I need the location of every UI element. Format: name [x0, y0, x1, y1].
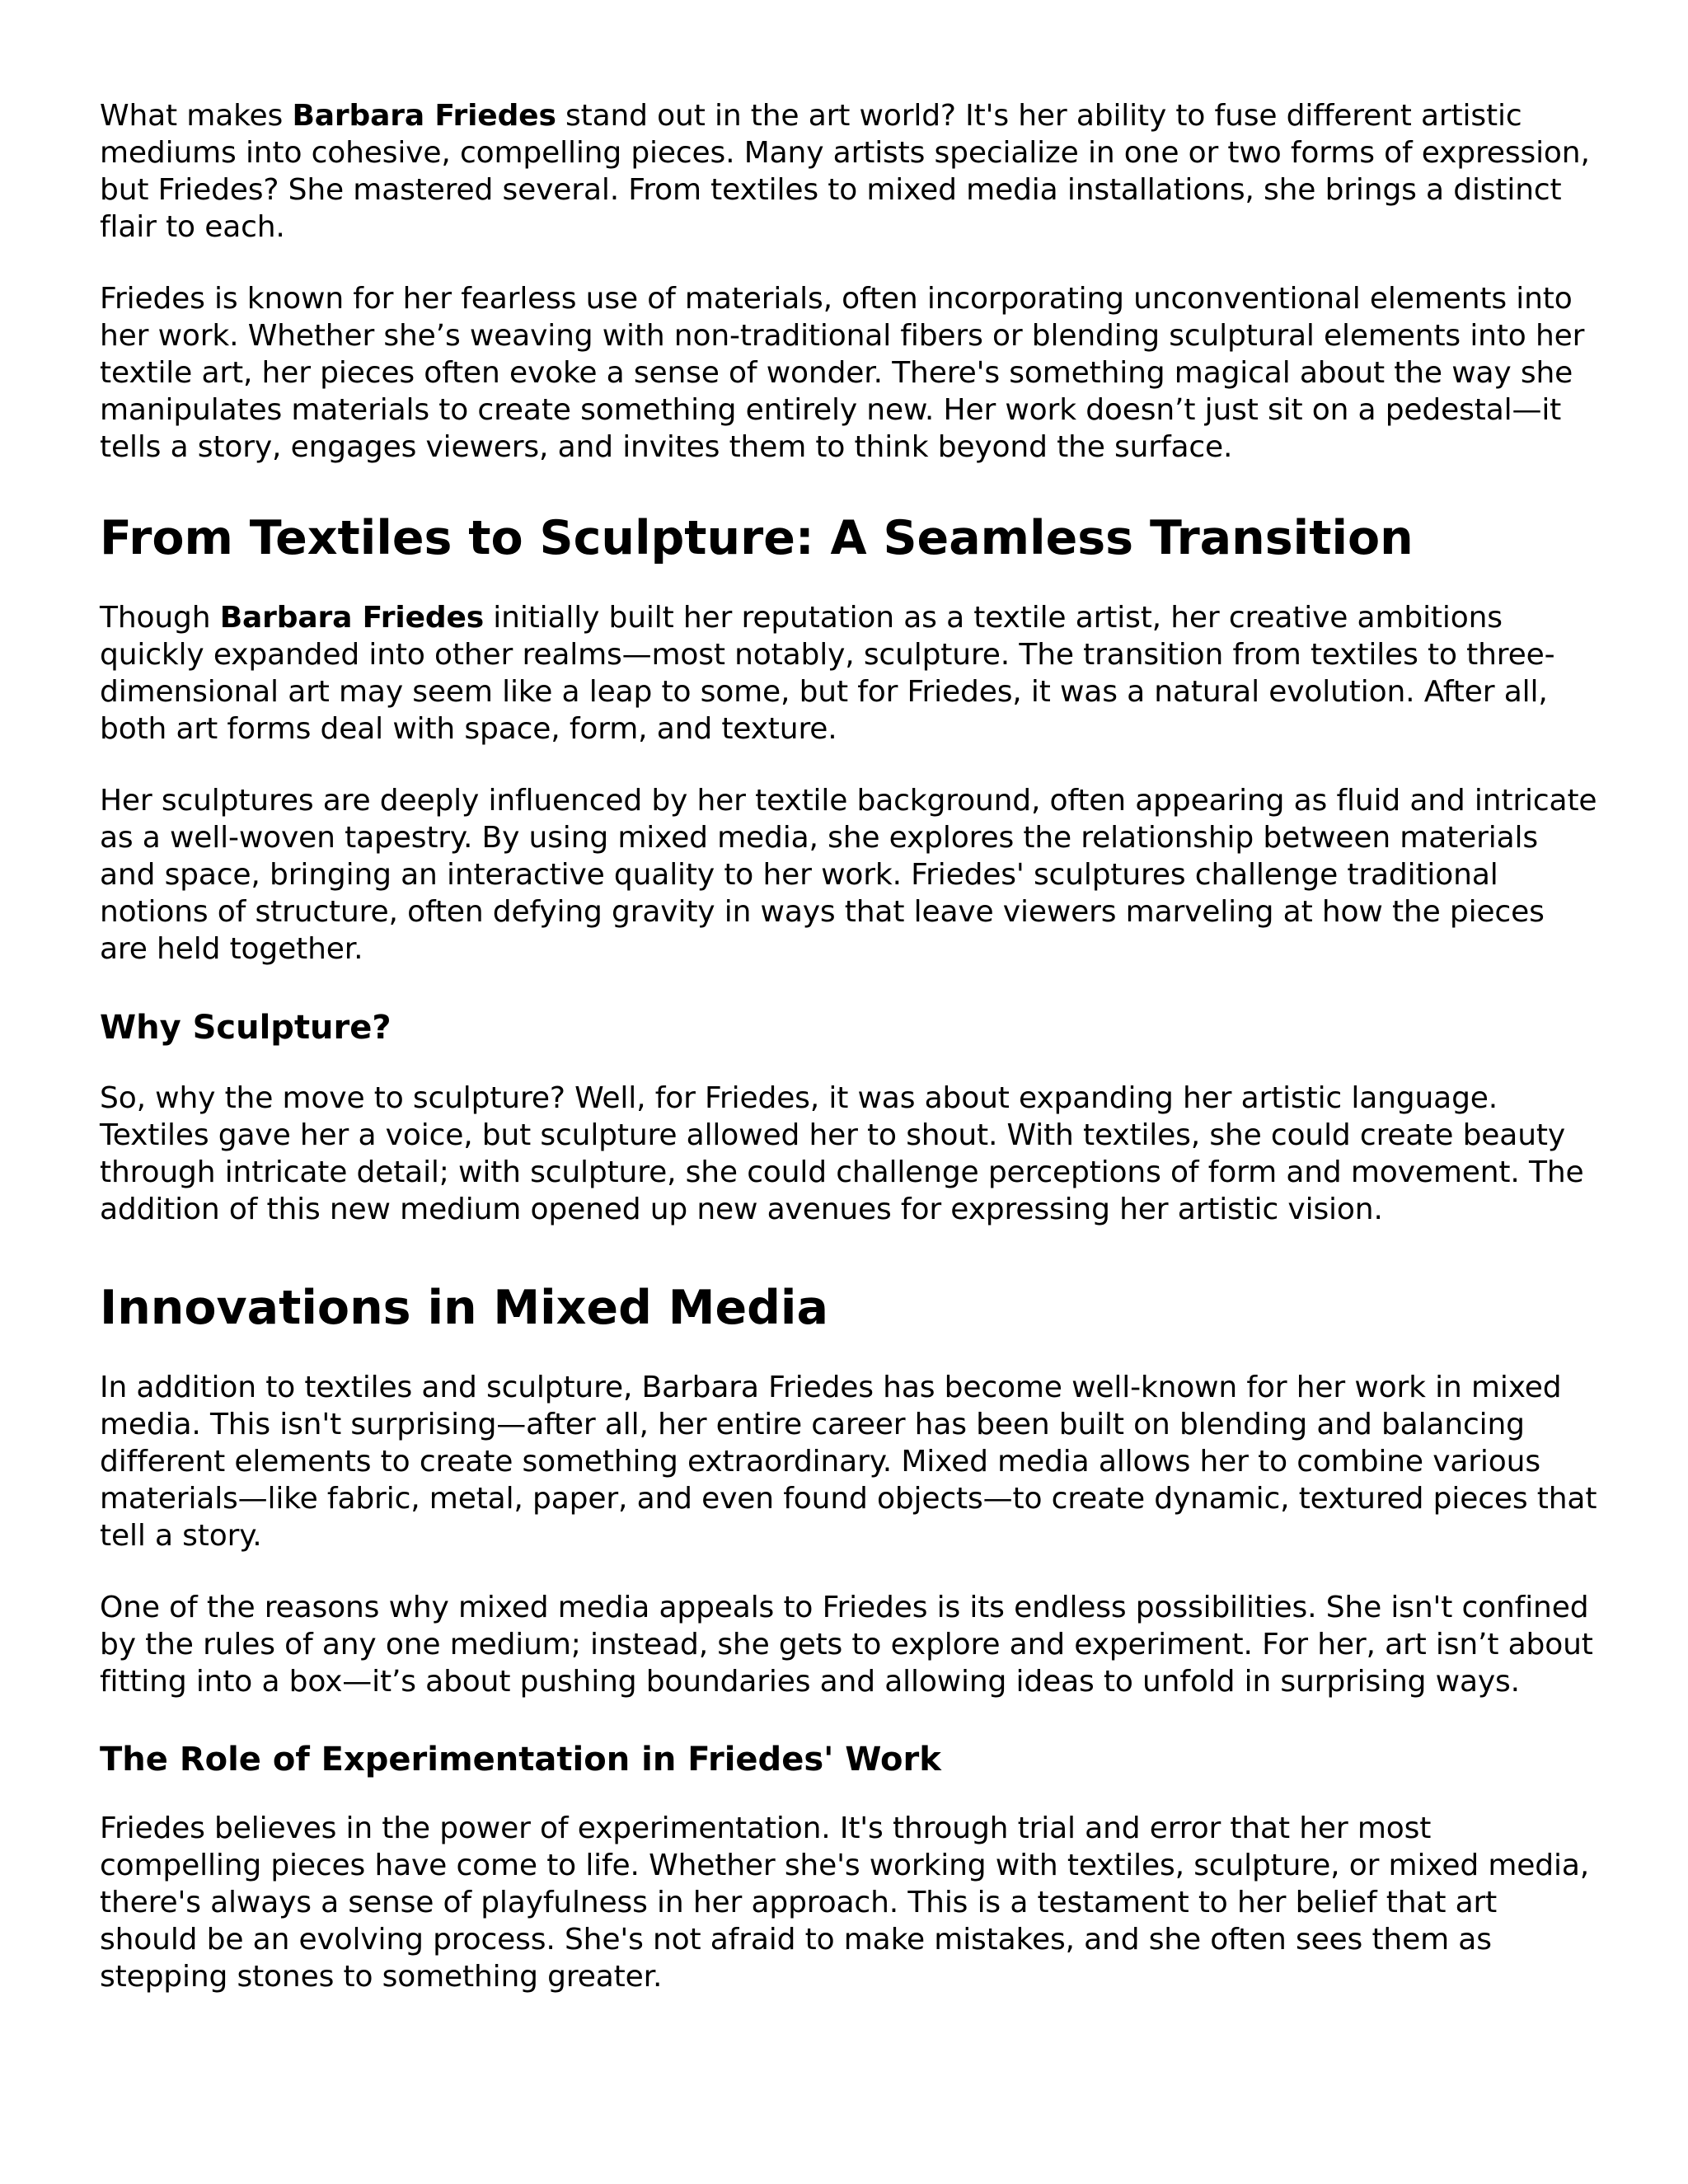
- intro-paragraph: [100, 97, 1600, 246]
- sculptures-paragraph: Her sculptures are deeply influenced by her textile background, often appearing as fluid and intricate as a well-woven tapestry. By using mixed media, she explores the relationship between materials and space, bringing an interactive quality to her work. Friedes' sculptures challenge traditional notions of structure, often defying gravity in ways that leave viewers marveling at how the pieces are held together.: [100, 784, 1597, 966]
- article-body: [100, 97, 1600, 1995]
- paragraph-text: stand out in the art world? It's her ability to fuse different artistic mediums into cohesive, compelling pieces. Many artists specialize in one or two forms of expression, but Friedes? She mastered several. From textiles to mixed media installations, she brings a distinct flair to each.: [100, 99, 1590, 244]
- experimentation-paragraph: Friedes believes in the power of experimentation. It's through trial and error that her most compelling pieces have come to life. Whether she's working with textiles, sculpture, or mixed media, there's always a sense of playfulness in her approach. This is a testament to her belief that art should be an evolving process. She's not afraid to make mistakes, and she often sees them as stepping stones to something greater.: [100, 1811, 1590, 1994]
- subheading-why-sculpture: Why Sculpture?: [100, 1009, 392, 1047]
- artist-name-bold: Barbara Friedes: [219, 601, 485, 635]
- subheading-experimentation: The Role of Experimentation in Friedes' Work: [100, 1741, 941, 1779]
- section-heading-textiles-to-sculpture: From Textiles to Sculpture: A Seamless Transition: [100, 511, 1414, 565]
- mixed-media-paragraph: In addition to textiles and sculpture, Barbara Friedes has become well-known for her work in mixed media. This isn't surprising—after all, her entire career has been built on blending and balancing different elements to create something extraordinary. Mixed media allows her to combine various materials—like fabric, metal, paper, and even found objects—to create dynamic, textured pieces that tell a story.: [100, 1371, 1597, 1553]
- why-sculpture-paragraph: So, why the move to sculpture? Well, for Friedes, it was about expanding her artistic language. Textiles gave her a voice, but sculpture allowed her to shout. With textiles, she could create beauty through intricate detail; with sculpture, she could challenge perceptions of form and movement. The addition of this new medium opened up new avenues for expressing her artistic vision.: [100, 1081, 1584, 1226]
- section-heading-mixed-media: Innovations in Mixed Media: [100, 1281, 828, 1335]
- paragraph-text: Though: [100, 601, 220, 635]
- materials-paragraph: Friedes is known for her fearless use of materials, often incorporating unconventional elements into her work. Whether she’s weaving with non-traditional fibers or blending sculptural elements into her textile art, her pieces often evoke a sense of wonder. There's something magical about the way she manipulates materials to create something entirely new. Her work doesn’t just sit on a pedestal—it tells a story, engages viewers, and invites them to think beyond the surface.: [100, 282, 1585, 464]
- transition-paragraph: [100, 599, 1600, 748]
- paragraph-text: What makes: [100, 99, 293, 133]
- possibilities-paragraph: One of the reasons why mixed media appeals to Friedes is its endless possibilities. She isn't confined by the rules of any one medium; instead, she gets to explore and experiment. For her, art isn’t about fitting into a box—it’s about pushing boundaries and allowing ideas to unfold in surprising ways.: [100, 1591, 1593, 1699]
- artist-name-bold: Barbara Friedes: [292, 99, 556, 133]
- paragraph-text: initially built her reputation as a textile artist, her creative ambitions quickly expanded into other realms—most notably, sculpture. The transition from textiles to three-dimensional art may seem like a leap to some, but for Friedes, it was a natural evolution. After all, both art forms deal with space, form, and texture.: [100, 601, 1555, 746]
